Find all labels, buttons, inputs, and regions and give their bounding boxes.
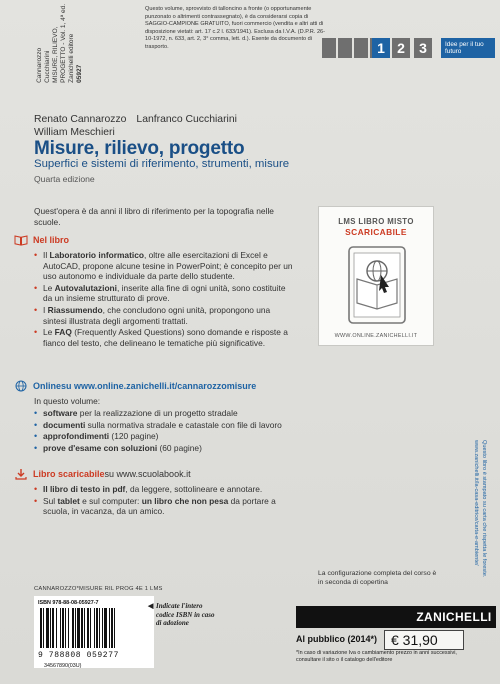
stamp-line: Cucchiarini [44,50,51,83]
stamp-line: Cannarozzo [36,47,43,83]
book-icon [14,234,28,246]
barcode [38,608,148,650]
online-heading: Online su www.online.zanichelli.it/cannarozzomisure [14,380,256,392]
barcode-bar [87,608,89,648]
nel-libro-list [34,250,294,349]
barcode-bar [114,608,115,648]
volume-number-3: 3 [414,38,432,58]
publisher-logo: ZANICHELLI [416,610,492,624]
nel-libro-heading: Nel libro [14,234,69,246]
barcode-bar [104,608,107,648]
scaricabile-list [34,484,304,518]
book-title: Misure, rilievo, progetto [34,138,245,159]
barcode-bar [94,608,95,648]
list-item: • Sul tablet e sul computer: un libro che non pesa da portare a scuola, in vacanza, da un amico. [34,496,304,517]
volume-number-2: 2 [392,38,410,58]
list-item: • approfondimenti (120 pagine) [34,431,294,442]
lms-badge: LMS LIBRO MISTO SCARICABILE WWW.ONLINE.ZANICHELLI.IT [318,206,434,346]
list-item: • Le FAQ (Frequently Asked Questions) sono domande e risposte a fianco del testo, che delineano le tematiche più significative. [34,327,294,348]
list-item: • Il libro di testo in pdf, da leggere, sottolineare e annotare. [34,484,304,495]
authors [34,114,247,139]
download-icon [14,468,28,480]
list-item: • Le Autovalutazioni, inserite alla fine di ogni unità, sono costituite da un insieme strutturato di prove. [34,283,294,304]
barcode-subcode: 34567890(03U) [44,663,82,669]
barcode-bar [77,608,80,648]
config-note: La configurazione completa del corso è in seconda di copertina [318,570,437,586]
barcode-bar [99,608,100,648]
forest-notice: Questo libro è stampato su carta che rispetta le foreste. www.zanichelli.it/la-casa-editrice/carta-e-ambiente/ [473,440,487,578]
globe-icon [14,380,28,392]
edition: Quarta edizione [34,174,95,184]
barcode-bar [111,608,113,648]
list-item: • software per la realizzazione di un progetto stradale [34,408,294,419]
barcode-bar [52,608,54,648]
intro-text: Quest'opera è da anni il libro di riferimento per la topografia nelle scuole. [34,206,274,227]
product-code: CANNAROZZO*MISURE RIL PROG 4E 1 LMS [34,586,163,592]
author-2: Lanfranco Cucchiarini [136,114,237,125]
barcode-bar [43,608,44,648]
barcode-bar [84,608,85,648]
volume-number-1: 1 [372,38,390,58]
stamp-line: Zanichelli editore [68,33,75,83]
barcode-bar [46,608,49,648]
list-item: • Il Laboratorio informatico, oltre alle esercitazioni di Excel e AutoCAD, propone alcune tesine in PowerPoint; è concepito per un uso autonomo e individuale da parte dello studente. [34,250,294,282]
scaricabile-heading: Libro scaricabile su www.scuolabook.it [14,468,191,480]
barcode-bar [75,608,76,648]
stamp-line: 05927 [76,64,83,83]
barcode-bar [72,608,74,648]
legal-notice: Questo volume, sprovvisto di talloncino a fronte (o opportunamente punzonato o altrimenti contrassegnato), è da considerarsi copia di SAGGIO-CAMPIONE GRATUITO, fuori commercio (vendita e altri atti di disposizione vietati: art. 17 c.2 l. 633/1941). Esclusa da I.V.A. (D.P.R. 26-10-1972, n. 633, art. 2, 3° comma, lett. d.). Esente da documento di trasporto. [145,6,326,50]
arrow-left-icon: ◀ [148,602,154,610]
author-1: Renato Cannarozzo [34,114,127,125]
barcode-bar [81,608,83,648]
online-list [34,408,294,454]
list-item: • prove d'esame con soluzioni (60 pagine) [34,443,294,454]
stamp-line: PROGETTO - Vol. 1, 4ª ed. [60,4,67,83]
barcode-bar [65,608,66,648]
barcode-bar [90,608,91,648]
author-3: William Meschieri [34,126,115,138]
list-item: • documenti sulla normativa stradale e catastale con file di lavoro [34,420,294,431]
barcode-number: 9 788808 059277 [38,651,120,660]
slogan-tag: Idee per il tuo futuro [441,38,495,58]
list-item: • I Riassumendo, che concludono ogni unità, propongono una sintesi illustrata degli argomenti trattati. [34,305,294,326]
barcode-bar [102,608,103,648]
book-subtitle: Superfici e sistemi di riferimento, strumenti, misure [34,158,290,170]
barcode-bar [56,608,57,648]
price: € 31,90 [384,630,464,650]
barcode-bar [109,608,110,648]
barcode-bar [96,608,98,648]
stamp-line: MISURE, RILIEVO, [52,26,59,83]
isbn: ISBN 978-88-08-05927-7 [38,600,99,606]
price-note: *In caso di variazione Iva o cambiamento prezzo in anni successivi, consultare il sito o il catalogo dell'editore [296,650,457,663]
barcode-bar [40,608,42,648]
tablet-globe-icon [343,245,411,327]
barcode-bar [68,608,69,648]
saggio-stamp [8,2,83,106]
barcode-bar [62,608,64,648]
isbn-instruction: ◀ Indicate l'intero codice ISBN in caso di adozione [148,602,215,628]
online-lead: In questo volume: [34,396,101,406]
barcode-bar [60,608,61,648]
barcode-bar [50,608,51,648]
price-label: Al pubblico (2014*) [296,634,378,644]
